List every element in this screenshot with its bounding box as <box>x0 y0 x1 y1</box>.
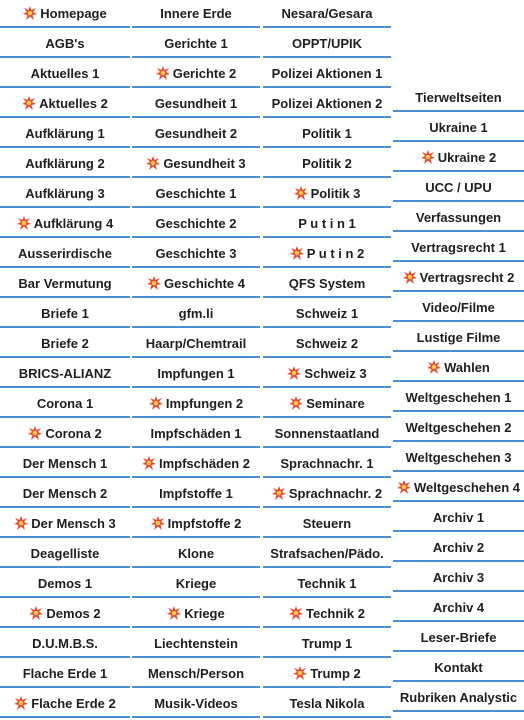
menu-link-kriege[interactable] <box>132 570 260 598</box>
burst-icon <box>14 516 28 530</box>
menu-link-der-mensch-1[interactable] <box>0 450 130 478</box>
menu-link-corona-2[interactable] <box>0 420 130 448</box>
menu-link-geschichte-4[interactable] <box>132 270 260 298</box>
menu-link-leser-briefe[interactable] <box>393 624 524 652</box>
menu-link-label: Politik 3 <box>310 186 361 201</box>
menu-column-4 <box>393 84 524 714</box>
menu-link-label: Trump 1 <box>301 636 353 651</box>
menu-link-lustige-filme[interactable] <box>393 324 524 352</box>
menu-link-label: Der Mensch 2 <box>22 486 108 501</box>
menu-link-d-u-m-b-s[interactable] <box>0 630 130 658</box>
menu-link-label: OPPT/UPIK <box>291 36 363 51</box>
menu-link-brics-alianz[interactable] <box>0 360 130 388</box>
menu-column-1 <box>0 0 130 720</box>
menu-link-ausserirdische[interactable] <box>0 240 130 268</box>
menu-link-archiv-2[interactable] <box>393 534 524 562</box>
menu-link-gesundheit-3[interactable] <box>132 150 260 178</box>
menu-link-label: Impfungen 2 <box>165 396 244 411</box>
menu-link-klone[interactable] <box>132 540 260 568</box>
menu-link-label: Wahlen <box>444 360 490 375</box>
menu-link-label: Demos 1 <box>37 576 93 591</box>
menu-link-label: Trump 2 <box>310 666 361 681</box>
menu-link-p-u-t-i-n-1[interactable] <box>263 210 391 238</box>
burst-icon <box>167 606 181 620</box>
menu-link-label: Polizei Aktionen 1 <box>271 66 383 81</box>
menu-link-label: Sprachnachr. 1 <box>280 456 374 471</box>
menu-link-agb-s[interactable] <box>0 30 130 58</box>
menu-link-label: Ukraine 2 <box>437 150 497 165</box>
menu-link-aufklaerung-1[interactable] <box>0 120 130 148</box>
menu-link-label: Aktuelles 1 <box>30 66 100 81</box>
burst-icon <box>156 66 170 80</box>
menu-link-label: Impfstoffe 1 <box>159 486 233 501</box>
menu-link-label: AGB's <box>45 36 85 51</box>
menu-link-aktuelles-1[interactable] <box>0 60 130 88</box>
burst-icon <box>14 696 28 710</box>
menu-link-aufklaerung-3[interactable] <box>0 180 130 208</box>
menu-link-label: gfm.li <box>178 306 214 321</box>
menu-link-polizei-aktionen-2[interactable] <box>263 90 391 118</box>
burst-icon <box>289 396 303 410</box>
menu-link-demos-2[interactable] <box>0 600 130 628</box>
menu-link-label: Archiv 3 <box>432 570 485 585</box>
menu-link-impfungen-2[interactable] <box>132 390 260 418</box>
menu-link-label: Strafsachen/Pädo. <box>270 546 384 561</box>
menu-link-corona-1[interactable] <box>0 390 130 418</box>
burst-icon <box>147 276 161 290</box>
menu-link-label: Video/Filme <box>422 300 495 315</box>
menu-link-tierweltseiten[interactable] <box>393 84 524 112</box>
menu-link-kontakt[interactable] <box>393 654 524 682</box>
menu-link-label: Geschichte 3 <box>155 246 237 261</box>
menu-link-label: Nesara/Gesara <box>281 6 373 21</box>
menu-link-schweiz-3[interactable] <box>263 360 391 388</box>
menu-link-label: Aufklärung 1 <box>25 126 105 141</box>
menu-link-deagelliste[interactable] <box>0 540 130 568</box>
menu-link-label: Seminare <box>306 396 365 411</box>
menu-link-rubriken-analystic[interactable] <box>393 684 524 712</box>
menu-link-label: Gerichte 2 <box>172 66 237 81</box>
menu-link-label: UCC / UPU <box>425 180 492 195</box>
menu-link-label: Archiv 2 <box>432 540 485 555</box>
burst-icon <box>294 186 308 200</box>
menu-link-strafsachen-paedo[interactable] <box>263 540 391 568</box>
menu-link-der-mensch-2[interactable] <box>0 480 130 508</box>
menu-link-label: Flache Erde 1 <box>22 666 108 681</box>
menu-link-archiv-4[interactable] <box>393 594 524 622</box>
menu-link-archiv-1[interactable] <box>393 504 524 532</box>
menu-link-liechtenstein[interactable] <box>132 630 260 658</box>
menu-link-aufklaerung-2[interactable] <box>0 150 130 178</box>
menu-link-label: Weltgeschehen 1 <box>405 390 512 405</box>
burst-icon <box>289 606 303 620</box>
menu-link-label: P u t i n 2 <box>306 246 365 261</box>
menu-link-video-filme[interactable] <box>393 294 524 322</box>
menu-link-geschichte-1[interactable] <box>132 180 260 208</box>
menu-link-geschichte-2[interactable] <box>132 210 260 238</box>
menu-link-label: Impfungen 1 <box>157 366 235 381</box>
menu-link-vertragsrecht-2[interactable] <box>393 264 524 292</box>
menu-link-briefe-2[interactable] <box>0 330 130 358</box>
menu-link-gesundheit-2[interactable] <box>132 120 260 148</box>
menu-link-label: Ukraine 1 <box>429 120 488 135</box>
menu-link-label: D.U.M.B.S. <box>32 636 98 651</box>
menu-link-schweiz-1[interactable] <box>263 300 391 328</box>
menu-link-label: Vertragsrecht 2 <box>419 270 515 285</box>
menu-link-label: Technik 2 <box>305 606 365 621</box>
menu-link-nesara-gesara[interactable] <box>263 0 391 28</box>
menu-link-oppt-upik[interactable] <box>263 30 391 58</box>
menu-link-flache-erde-2[interactable] <box>0 690 130 718</box>
menu-link-politik-3[interactable] <box>263 180 391 208</box>
menu-link-technik-1[interactable] <box>263 570 391 598</box>
menu-link-label: Politik 2 <box>302 156 352 171</box>
menu-link-archiv-3[interactable] <box>393 564 524 592</box>
burst-icon <box>149 396 163 410</box>
menu-link-label: Gerichte 1 <box>164 36 228 51</box>
menu-link-label: Weltgeschehen 2 <box>405 420 512 435</box>
menu-link-label: Aufklärung 2 <box>25 156 105 171</box>
menu-link-label: Briefe 1 <box>41 306 89 321</box>
menu-link-bar-vermutung[interactable] <box>0 270 130 298</box>
menu-link-homepage[interactable] <box>0 0 130 28</box>
menu-link-haarp-chemtrail[interactable] <box>132 330 260 358</box>
menu-link-label: Aufklärung 4 <box>33 216 114 231</box>
menu-link-aufklaerung-4[interactable] <box>0 210 130 238</box>
menu-link-label: Impfstoffe 2 <box>167 516 242 531</box>
menu-link-steuern[interactable] <box>263 510 391 538</box>
menu-link-flache-erde-1[interactable] <box>0 660 130 688</box>
burst-icon <box>17 216 31 230</box>
menu-link-label: Tierweltseiten <box>415 90 502 105</box>
menu-link-label: Innere Erde <box>160 6 232 21</box>
menu-link-impfstoffe-2[interactable] <box>132 510 260 538</box>
burst-icon <box>22 96 36 110</box>
burst-icon <box>403 270 417 284</box>
menu-link-label: Gesundheit 2 <box>154 126 238 141</box>
menu-link-technik-2[interactable] <box>263 600 391 628</box>
menu-link-p-u-t-i-n-2[interactable] <box>263 240 391 268</box>
menu-link-innere-erde[interactable] <box>132 0 260 28</box>
burst-icon <box>290 246 304 260</box>
menu-link-label: Bar Vermutung <box>18 276 112 291</box>
menu-link-label: Rubriken Analystic <box>399 690 518 705</box>
burst-icon <box>272 486 286 500</box>
menu-link-der-mensch-3[interactable] <box>0 510 130 538</box>
menu-link-label: Polizei Aktionen 2 <box>271 96 383 111</box>
menu-link-impfschaeden-1[interactable] <box>132 420 260 448</box>
menu-column-3 <box>263 0 391 720</box>
menu-link-geschichte-3[interactable] <box>132 240 260 268</box>
menu-link-wahlen[interactable] <box>393 354 524 382</box>
menu-link-label: Liechtenstein <box>154 636 238 651</box>
menu-link-label: Mensch/Person <box>147 666 245 681</box>
menu-link-label: Aufklärung 3 <box>25 186 105 201</box>
menu-link-kriege[interactable] <box>132 600 260 628</box>
menu-link-label: Homepage <box>40 6 107 21</box>
menu-link-sprachnachr-1[interactable] <box>263 450 391 478</box>
menu-link-musik-videos[interactable] <box>132 690 260 718</box>
menu-link-label: Deagelliste <box>30 546 100 561</box>
menu-link-label: Geschichte 2 <box>155 216 237 231</box>
menu-link-label: Demos 2 <box>46 606 101 621</box>
menu-link-label: Leser-Briefe <box>420 630 497 645</box>
menu-link-label: Aktuelles 2 <box>39 96 108 111</box>
menu-link-label: Ausserirdische <box>18 246 112 261</box>
menu-link-label: Impfschäden 1 <box>150 426 242 441</box>
burst-icon <box>287 366 301 380</box>
menu-link-label: Schweiz 1 <box>295 306 359 321</box>
menu-link-label: Weltgeschehen 3 <box>405 450 512 465</box>
menu-link-polizei-aktionen-1[interactable] <box>263 60 391 88</box>
menu-link-label: Steuern <box>302 516 352 531</box>
menu-link-label: Lustige Filme <box>416 330 501 345</box>
menu-link-weltgeschehen-1[interactable] <box>393 384 524 412</box>
menu-link-label: Geschichte 1 <box>155 186 237 201</box>
menu-link-sprachnachr-2[interactable] <box>263 480 391 508</box>
menu-link-label: Kriege <box>184 606 225 621</box>
menu-link-impfschaeden-2[interactable] <box>132 450 260 478</box>
menu-link-label: Weltgeschehen 4 <box>414 480 520 495</box>
menu-link-label: Haarp/Chemtrail <box>145 336 247 351</box>
menu-link-trump-1[interactable] <box>263 630 391 658</box>
menu-link-label: Musik-Videos <box>154 696 238 711</box>
menu-link-weltgeschehen-2[interactable] <box>393 414 524 442</box>
menu-link-briefe-1[interactable] <box>0 300 130 328</box>
menu-link-label: Sprachnachr. 2 <box>288 486 383 501</box>
menu-link-label: Corona 2 <box>45 426 102 441</box>
menu-link-label: Der Mensch 1 <box>22 456 108 471</box>
menu-link-mensch-person[interactable] <box>132 660 260 688</box>
menu-link-label: Kontakt <box>434 660 483 675</box>
menu-link-label: Archiv 1 <box>432 510 485 525</box>
menu-link-label: QFS System <box>288 276 366 291</box>
menu-link-label: Politik 1 <box>302 126 352 141</box>
menu-link-label: Flache Erde 2 <box>31 696 116 711</box>
menu-link-label: Tesla Nikola <box>289 696 365 711</box>
menu-link-ukraine-1[interactable] <box>393 114 524 142</box>
menu-column-2 <box>132 0 260 720</box>
menu-link-seminare[interactable] <box>263 390 391 418</box>
menu-link-label: Sonnenstaatland <box>274 426 380 441</box>
menu-link-label: Gesundheit 1 <box>154 96 238 111</box>
menu-link-impfstoffe-1[interactable] <box>132 480 260 508</box>
menu-link-ukraine-2[interactable] <box>393 144 524 172</box>
menu-link-weltgeschehen-4[interactable] <box>393 474 524 502</box>
menu-link-schweiz-2[interactable] <box>263 330 391 358</box>
menu-link-label: P u t i n 1 <box>298 216 356 231</box>
burst-icon <box>421 150 435 164</box>
menu-link-label: Gesundheit 3 <box>163 156 246 171</box>
menu-link-vertragsrecht-1[interactable] <box>393 234 524 262</box>
menu-link-gfm-li[interactable] <box>132 300 260 328</box>
menu-link-politik-2[interactable] <box>263 150 391 178</box>
menu-link-label: Der Mensch 3 <box>31 516 116 531</box>
menu-link-demos-1[interactable] <box>0 570 130 598</box>
menu-link-label: Verfassungen <box>415 210 502 225</box>
burst-icon <box>151 516 165 530</box>
menu-link-label: Klone <box>177 546 215 561</box>
menu-link-label: Briefe 2 <box>41 336 89 351</box>
menu-link-aktuelles-2[interactable] <box>0 90 130 118</box>
menu-link-label: Technik 1 <box>297 576 357 591</box>
menu-link-verfassungen[interactable] <box>393 204 524 232</box>
menu-link-weltgeschehen-3[interactable] <box>393 444 524 472</box>
burst-icon <box>397 480 411 494</box>
menu-link-ucc-upu[interactable] <box>393 174 524 202</box>
menu-link-tesla-nikola[interactable] <box>263 690 391 718</box>
menu-link-label: Archiv 4 <box>432 600 485 615</box>
menu-link-politik-1[interactable] <box>263 120 391 148</box>
burst-icon <box>293 666 307 680</box>
menu-link-label: Impfschäden 2 <box>158 456 251 471</box>
menu-link-label: BRICS-ALIANZ <box>18 366 112 381</box>
burst-icon <box>29 606 43 620</box>
menu-link-gesundheit-1[interactable] <box>132 90 260 118</box>
menu-link-gerichte-1[interactable] <box>132 30 260 58</box>
menu-link-label: Schweiz 2 <box>295 336 359 351</box>
menu-link-qfs-system[interactable] <box>263 270 391 298</box>
menu-link-label: Corona 1 <box>36 396 94 411</box>
menu-link-impfungen-1[interactable] <box>132 360 260 388</box>
burst-icon <box>23 6 37 20</box>
burst-icon <box>427 360 441 374</box>
burst-icon <box>146 156 160 170</box>
burst-icon <box>142 456 156 470</box>
burst-icon <box>28 426 42 440</box>
menu-link-label: Kriege <box>175 576 217 591</box>
menu-link-label: Vertragsrecht 1 <box>411 240 506 255</box>
menu-link-label: Schweiz 3 <box>304 366 367 381</box>
menu-link-gerichte-2[interactable] <box>132 60 260 88</box>
menu-link-sonnenstaatland[interactable] <box>263 420 391 448</box>
menu-link-trump-2[interactable] <box>263 660 391 688</box>
menu-link-label: Geschichte 4 <box>164 276 245 291</box>
